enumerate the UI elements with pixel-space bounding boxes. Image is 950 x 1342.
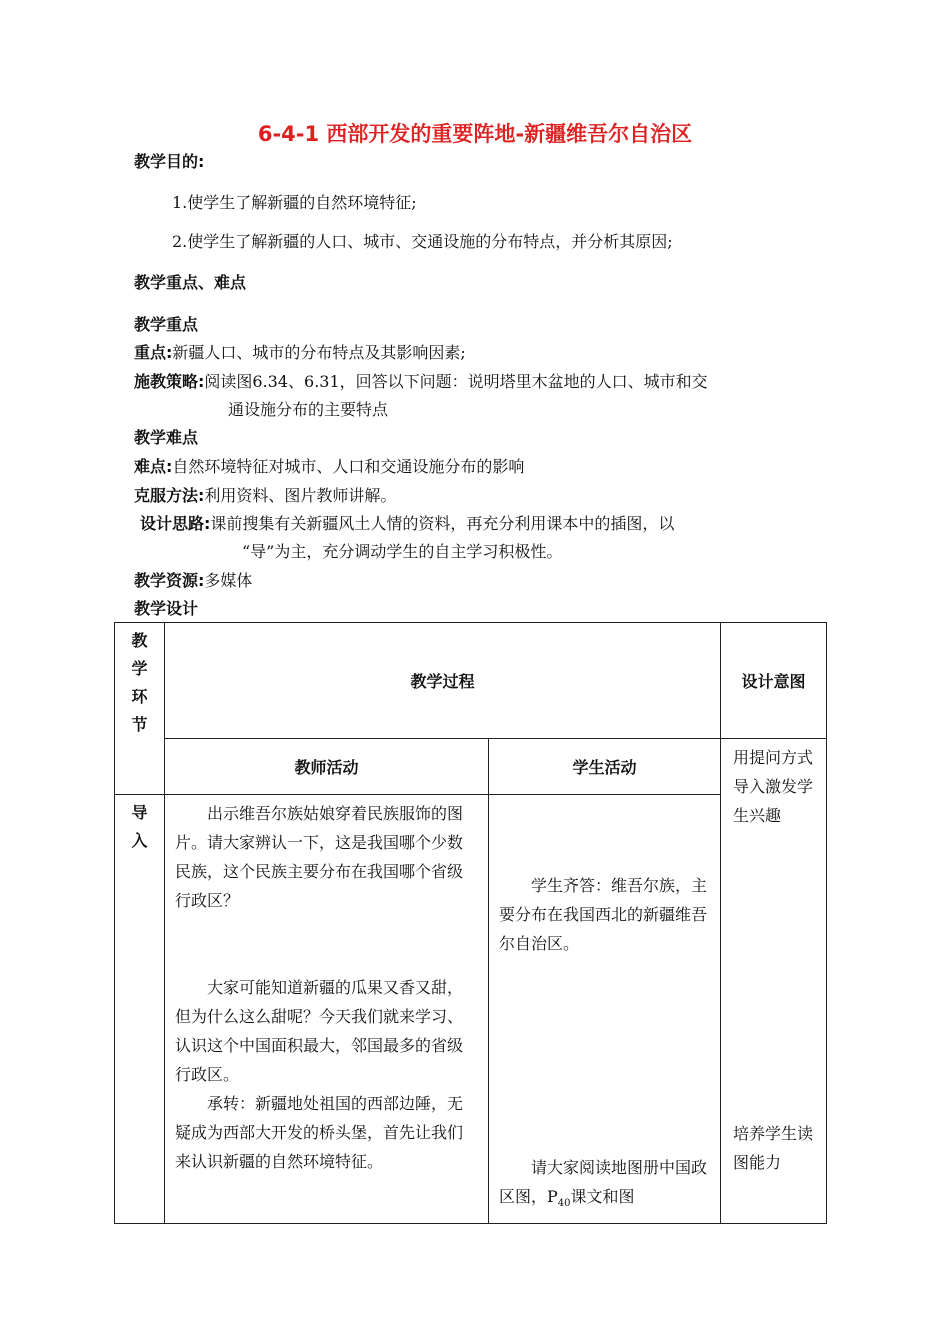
design-heading: 教学设计	[134, 599, 199, 618]
strategy-line	[134, 372, 708, 392]
student-activity-cell	[489, 795, 721, 1224]
resources-label: 教学资源:	[134, 571, 205, 590]
teacher-activity-cell	[165, 795, 489, 1224]
lesson-design-table	[114, 622, 827, 1224]
objectives-heading: 教学目的:	[134, 152, 205, 171]
key-point-label: 重点:	[134, 343, 173, 362]
strategy-text: 阅读图6.34、6.31，回答以下问题：说明塔里木盆地的人口、城市和交	[204, 372, 708, 391]
intent-cell	[721, 739, 827, 1224]
key-difficult-heading: 教学重点、难点	[134, 273, 247, 292]
method-text: 利用资料、图片教师讲解。	[204, 486, 397, 505]
teacher-paragraph: 出示维吾尔族姑娘穿着民族服饰的图片。请大家辨认一下，这是我国哪个少数民族，这个民族主要分布在我国哪个省级行政区？	[175, 804, 464, 910]
header-process: 教学过程	[165, 623, 721, 739]
strategy-label: 施教策略:	[134, 372, 205, 391]
objective-item: 2.使学生了解新疆的人口、城市、交通设施的分布特点，并分析其原因;	[172, 232, 673, 251]
header-intent: 设计意图	[721, 623, 827, 739]
header-stage-cell	[115, 623, 165, 795]
design-idea-text: 课前搜集有关新疆风土人情的资料，再充分利用课本中的插图，以	[210, 514, 675, 533]
document-title: 6-4-1 西部开发的重要阵地-新疆维吾尔自治区	[257, 122, 693, 146]
student-reading-task: 请大家阅读地图册中国政区图，$P_{40}$课文和图	[499, 1158, 708, 1210]
method-label: 克服方法:	[134, 486, 205, 505]
objective-item: 1.使学生了解新疆的自然环境特征;	[172, 193, 417, 212]
design-idea-line	[140, 514, 674, 534]
intent-text-2: 培养学生读图能力	[733, 1124, 814, 1172]
difficult-point-text: 自然环境特征对城市、人口和交通设施分布的影响	[172, 457, 525, 476]
design-idea-text-cont: “导”为主，充分调动学生的自主学习积极性。	[242, 542, 563, 561]
header-stage-text: 教学环节	[131, 631, 148, 734]
resources-line	[134, 571, 252, 591]
teacher-paragraph: 大家可能知道新疆的瓜果又香又甜，但为什么这么甜呢？今天我们就来学习、认识这个中国面积最大，邻国最多的省级行政区。	[175, 978, 464, 1084]
key-points-heading: 教学重点	[134, 315, 199, 334]
resources-text: 多媒体	[204, 571, 253, 590]
difficult-point-label: 难点:	[134, 457, 173, 476]
difficult-points-heading: 教学难点	[134, 428, 199, 447]
difficult-point-line	[134, 457, 524, 477]
method-line	[134, 486, 396, 506]
student-answer: 学生齐答：维吾尔族，主要分布在我国西北的新疆维吾尔自治区。	[499, 876, 708, 953]
strategy-text-cont: 通设施分布的主要特点	[228, 400, 389, 419]
teacher-paragraph: 承转：新疆地处祖国的西部边陲，无疑成为西部大开发的桥头堡，首先让我们来认识新疆的自然环境特征。	[175, 1094, 464, 1171]
stage-cell	[115, 795, 165, 1224]
key-point-text: 新疆人口、城市的分布特点及其影响因素;	[172, 343, 466, 362]
design-idea-label: 设计思路:	[140, 514, 211, 533]
stage-name: 导入	[131, 803, 148, 850]
intent-text-1: 用提问方式导入激发学生兴趣	[733, 748, 814, 825]
header-teacher: 教师活动	[165, 739, 489, 795]
key-point-line	[134, 343, 466, 363]
header-student: 学生活动	[489, 739, 721, 795]
